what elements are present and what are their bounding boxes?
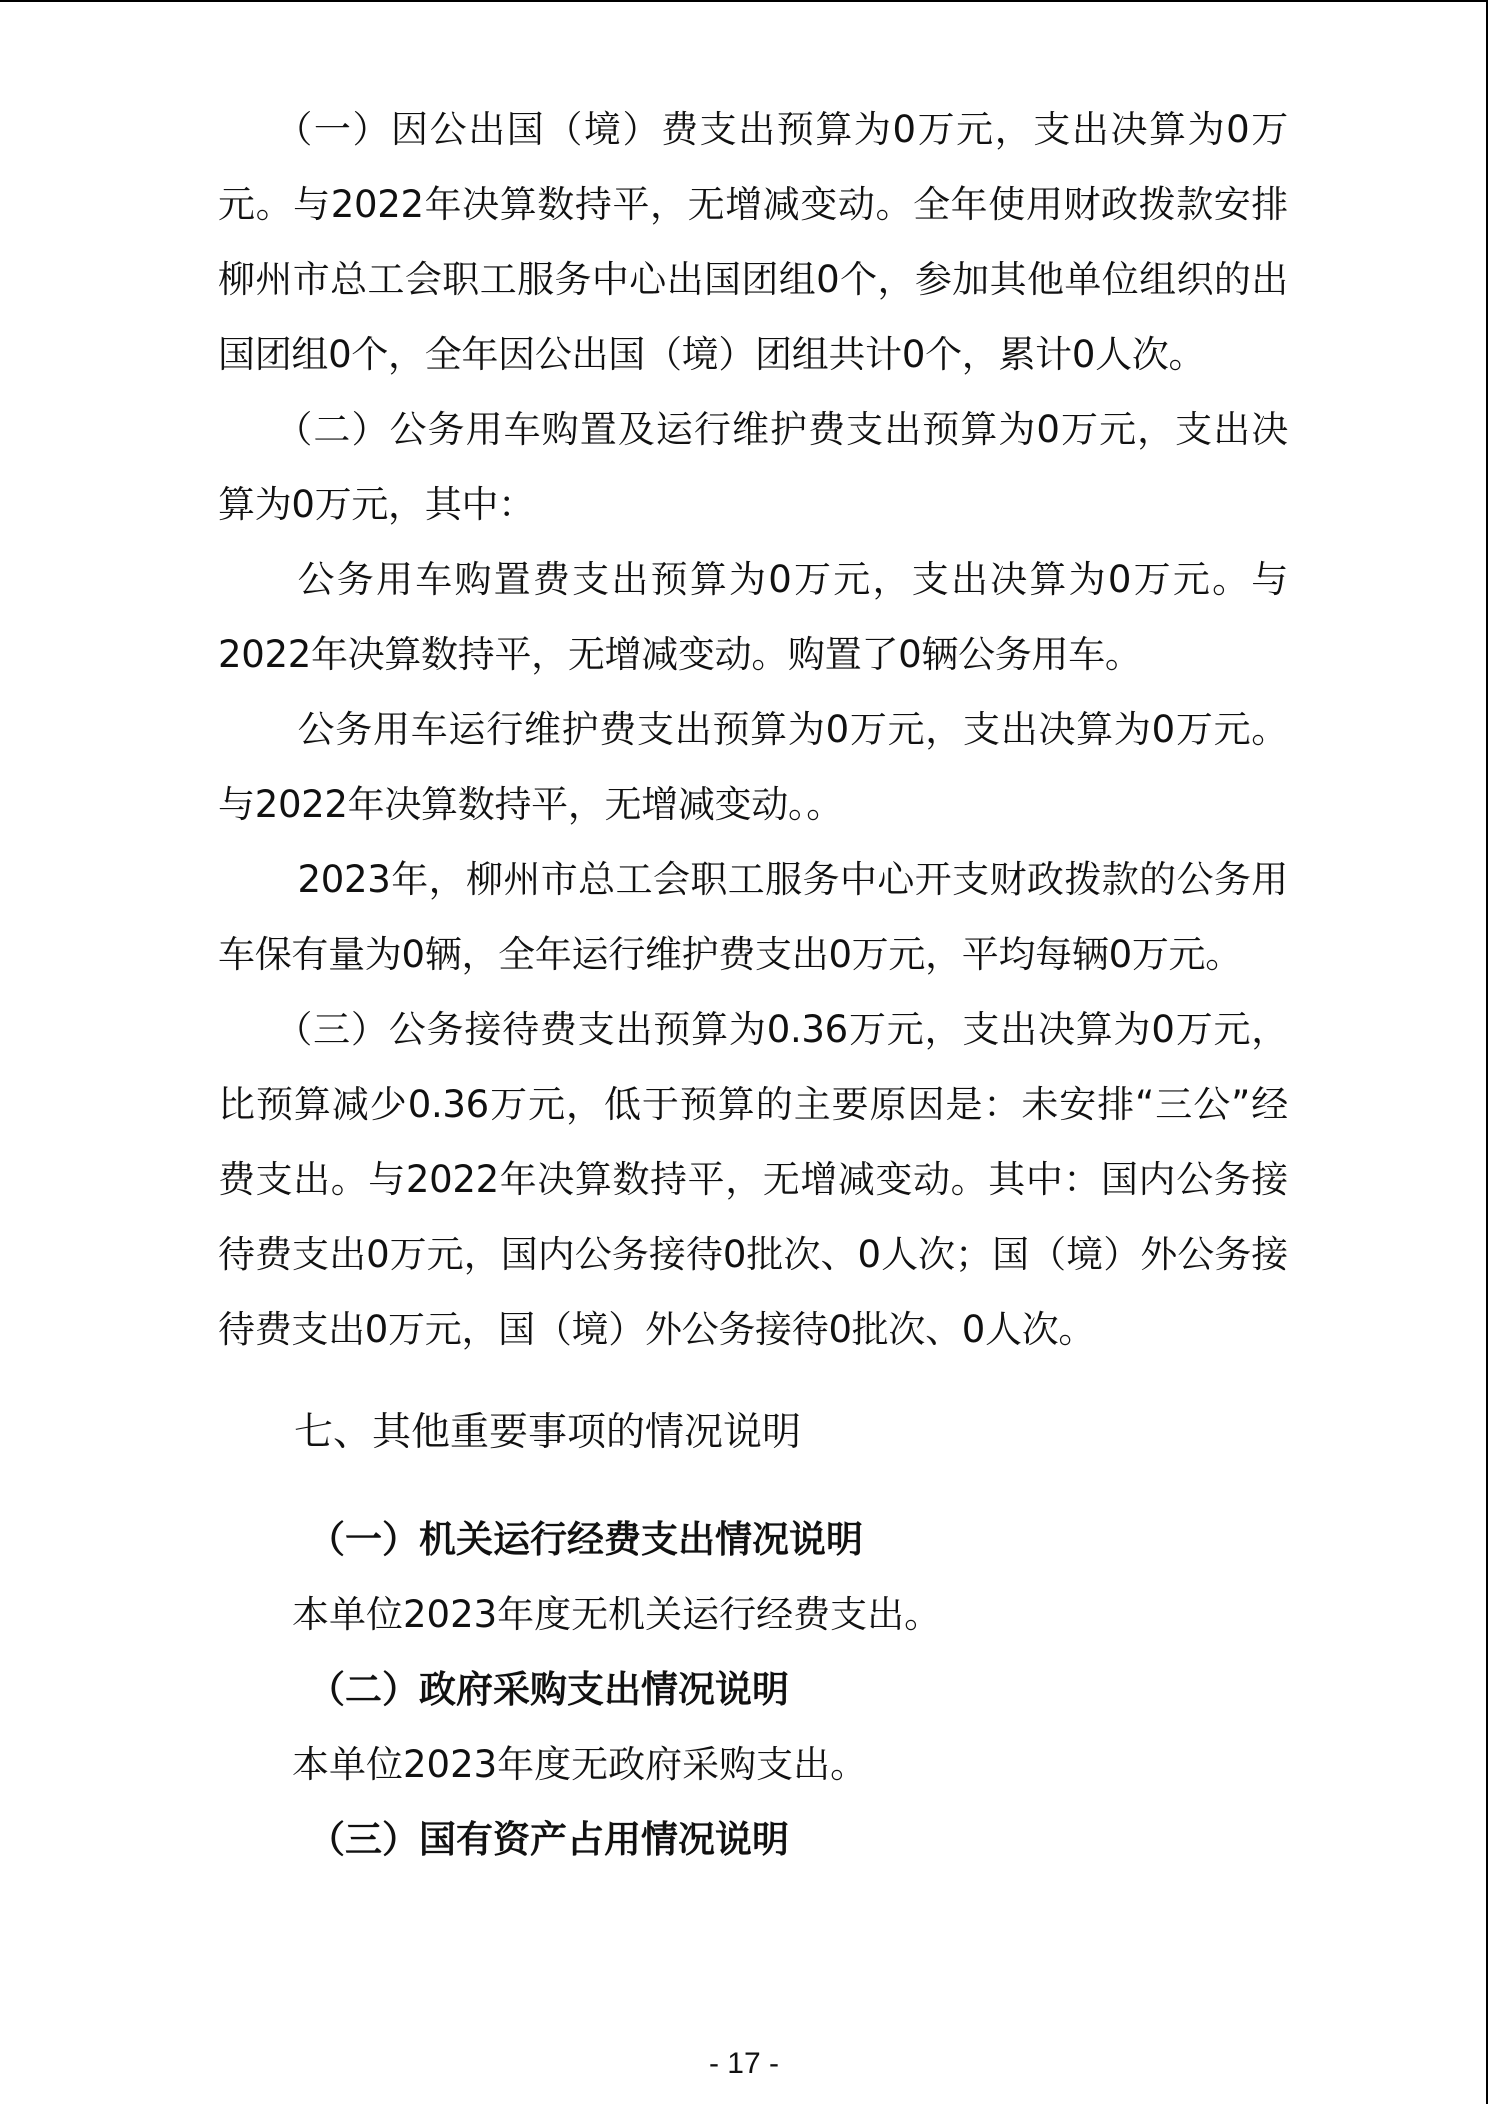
section-heading: 七、其他重要事项的情况说明 [294,1410,802,1455]
subsection-heading-state-assets: （三）国有资产占用情况说明 [308,1818,789,1861]
paragraph-vehicle-summary: （二）公务用车购置及运行维护费支出预算为0万元，支出决算为0万元，其中： [218,408,1288,526]
subsection-body-procurement: 本单位2023年度无政府采购支出。 [292,1743,868,1786]
paragraph-vehicle-purchase: 公务用车购置费支出预算为0万元，支出决算为0万元。与2022年决算数持平，无增减变动。购置了0辆公务用车。 [218,558,1288,676]
subsection-body-operating-costs: 本单位2023年度无机关运行经费支出。 [292,1593,942,1636]
paragraph-vehicle-holdings: 2023年，柳州市总工会职工服务中心开支财政拨款的公务用车保有量为0辆，全年运行维护费支出0万元，平均每辆0万元。 [218,858,1288,976]
paragraph-vehicle-maintenance: 公务用车运行维护费支出预算为0万元，支出决算为0万元。与2022年决算数持平，无增减变动。。 [218,708,1288,826]
document-page [218,92,1288,1877]
paragraph-overseas-travel: （一）因公出国（境）费支出预算为0万元，支出决算为0万元。与2022年决算数持平，无增减变动。全年使用财政拨款安排柳州市总工会职工服务中心出国团组0个，参加其他单位组织的出国团组0个，全年因公出国（境）团组共计0个，累计0人次。 [218,108,1288,376]
page-top-border [0,0,1488,2]
page-number: - 17 - [708,2047,780,2080]
subsection-heading-procurement: （二）政府采购支出情况说明 [308,1668,789,1711]
subsection-heading-operating-costs: （一）机关运行经费支出情况说明 [308,1518,863,1561]
paragraph-reception: （三）公务接待费支出预算为0.36万元，支出决算为0万元，比预算减少0.36万元，低于预算的主要原因是：未安排“三公”经费支出。与2022年决算数持平，无增减变动。其中：国内公务接待费支出0万元，国内公务接待0批次、0人次；国（境）外公务接待费支出0万元，国（境）外公务接待0批次、0人次。 [218,1008,1288,1351]
